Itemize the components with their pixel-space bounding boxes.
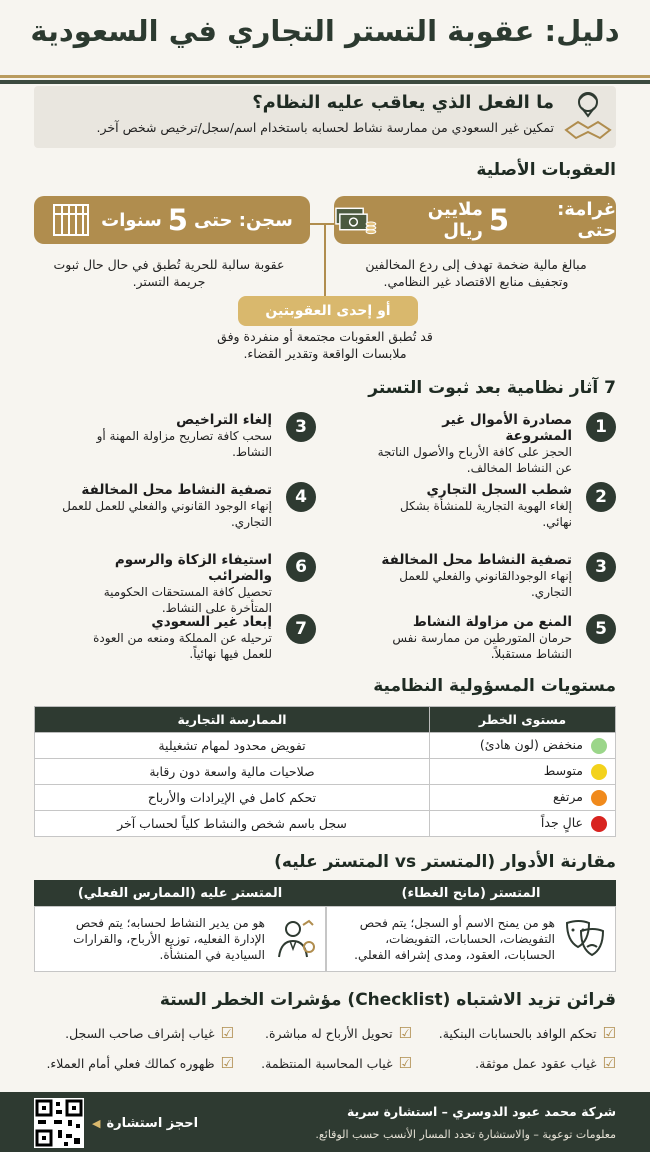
checklist-item — [475, 1054, 616, 1072]
risk-dot — [591, 738, 607, 754]
roles-heading: مقارنة الأدوار (المتستر vs المتستر عليه) — [274, 852, 616, 872]
prison-number: 5 — [167, 203, 188, 237]
effect-item — [34, 614, 316, 680]
effect-title: إلغاء التراخيص — [176, 412, 272, 428]
arrow-left-icon: ◀ — [92, 1117, 101, 1130]
effect-number: 7 — [286, 614, 316, 644]
table-row — [35, 733, 616, 759]
covered-text: هو من يدير النشاط لحسابه؛ يتم فحص الإدارة الفعليه، توزيع الأرباح، والقرارات السيادية في المنشأة. — [73, 916, 265, 962]
checklist-item — [261, 1054, 412, 1072]
effect-title: تصفية النشاط محل المخالفة — [81, 482, 272, 498]
col-practice: الممارسة التجارية — [35, 707, 430, 733]
question-title: ما الفعل الذي يعاقب عليه النظام؟ — [252, 92, 554, 113]
penalties-heading: العقوبات الأصلية — [476, 160, 616, 180]
effect-item — [34, 412, 316, 482]
effect-item — [334, 552, 616, 614]
levels-table — [34, 706, 616, 837]
effect-number: 3 — [586, 552, 616, 582]
effect-number: 1 — [586, 412, 616, 442]
effect-desc: إنهاء الوجودالقانوني والفعلي للعمل التجاري. — [399, 569, 572, 599]
risk-dot — [591, 790, 607, 806]
effect-number: 3 — [286, 412, 316, 442]
coverer-card — [326, 880, 616, 972]
check-icon: ☑ — [398, 1024, 412, 1042]
effect-desc: إلغاء الهوية التجارية للمنشأة بشكل نهائي. — [399, 499, 572, 529]
coverer-head: المتستر (مانح الغطاء) — [326, 880, 616, 906]
prison-desc: عقوبة سالبة للحرية تُطبق في حال حال ثبوت جريمة التستر. — [53, 257, 285, 289]
check-icon: ☑ — [602, 1024, 616, 1042]
risk-label: متوسط — [543, 763, 583, 779]
effect-title: تصفية النشاط محل المخالفة — [381, 552, 572, 568]
effect-desc: الحجز على كافة الأرباح والأصول الناتجة عن النشاط المخالف. — [377, 445, 572, 475]
checklist-label: غياب إشراف صاحب السجل. — [65, 1025, 215, 1041]
practice-cell: تحكم كامل في الإيرادات والأرباح — [35, 785, 430, 811]
fine-prefix: غرامة: حتى — [557, 199, 616, 241]
effect-desc: حرمان المتورطين من ممارسة نفس النشاط مستقبلاً. — [392, 631, 572, 661]
effect-title: استيفاء الزكاة والرسوم والضرائب — [114, 552, 272, 584]
fine-desc: مبالغ مالية ضخمة تهدف إلى ردع المخالفين وتجفيف منابع الاقتصاد غير النظامي. — [365, 257, 587, 289]
prison-prefix: سجن: حتى — [193, 209, 293, 231]
practice-cell: تفويض محدود لمهام تشغيلية — [35, 733, 430, 759]
covered-body — [34, 906, 326, 972]
checklist-label: تحويل الأرباح له مباشرة. — [265, 1025, 393, 1041]
checklist-item — [439, 1024, 616, 1042]
fine-number: 5 — [488, 203, 510, 237]
coverer-text: هو من يمنح الاسم أو السجل؛ يتم فحص التفويضات، الحسابات، التفويضات، الحسابات، العقود، ومدى إشرافه الفعلي. — [354, 916, 555, 962]
covered-head: المتستر عليه (الممارس الفعلي) — [34, 880, 326, 906]
effect-number: 4 — [286, 482, 316, 512]
check-icon: ☑ — [398, 1054, 412, 1072]
checklist-label: غياب عقود عمل موثقة. — [475, 1055, 597, 1071]
handshake-icon — [560, 86, 616, 142]
risk-label: مرتفع — [552, 789, 583, 805]
fine-suffix: ملايين ريال — [427, 199, 483, 241]
effect-title: المنع من مزاولة النشاط — [412, 614, 572, 630]
checklist-item — [265, 1024, 412, 1042]
either-pill: أو إحدى العقوبتين — [238, 296, 418, 326]
check-icon: ☑ — [220, 1054, 234, 1072]
table-row — [35, 759, 616, 785]
effect-desc: إنهاء الوجود القانوني والفعلي للعمل للعمل التجاري. — [62, 499, 272, 529]
effect-item — [34, 552, 316, 614]
footer-note: معلومات توعوية – والاستشارة تحدد المسار الأنسب حسب الوقائع. — [315, 1128, 616, 1141]
manager-icon — [273, 917, 317, 961]
checklist-heading: قرائن تزيد الاشتباه (Checklist) مؤشرات الخطر الستة — [159, 990, 616, 1010]
checklist-label: ظهوره كمالك فعلي أمام العملاء. — [46, 1055, 215, 1071]
fine-pill — [334, 196, 616, 244]
practice-cell: سجل باسم شخص والنشاط كلياً لحساب آخر — [35, 811, 430, 837]
page-title: دليل: عقوبة التستر التجاري في السعودية — [0, 0, 650, 78]
covered-card — [34, 880, 326, 972]
risk-label: منخفض (لون هادئ) — [479, 737, 583, 753]
col-risk: مستوى الخطر — [430, 707, 616, 733]
effect-desc: ترحيله عن المملكة ومنعه من العودة للعمل فيها نهائياً. — [93, 631, 272, 661]
check-icon: ☑ — [220, 1024, 234, 1042]
effects-left-column — [34, 412, 316, 680]
prison-bars-icon — [51, 202, 91, 238]
effect-desc: سحب كافة تصاريح مزاولة المهنة أو النشاط. — [96, 429, 272, 459]
risk-dot — [591, 764, 607, 780]
effect-title: مصادرة الأموال غير المشروعة — [442, 412, 572, 444]
effect-item — [334, 482, 616, 552]
checklist-label: تحكم الوافد بالحسابات البنكية. — [438, 1025, 597, 1041]
question-text: تمكين غير السعودي من ممارسة نشاط لحسابه باستخدام اسم/سجل/ترخيص شخص آخر. — [96, 120, 554, 135]
qr-code-icon[interactable] — [34, 1098, 84, 1148]
checklist-item — [65, 1024, 234, 1042]
effects-heading: 7 آثار نظامية بعد ثبوت التستر — [368, 378, 616, 398]
effect-item — [334, 614, 616, 680]
cta-label: احجز استشارة — [106, 1116, 199, 1131]
effect-number: 2 — [586, 482, 616, 512]
table-row — [35, 785, 616, 811]
book-consultation-link[interactable] — [92, 1116, 198, 1131]
effects-right-column — [334, 412, 616, 680]
checklist-label: غياب المحاسبة المنتظمة. — [261, 1055, 393, 1071]
practice-cell: صلاحيات مالية واسعة دون رقابة — [35, 759, 430, 785]
effect-title: إبعاد غير السعودي — [151, 614, 272, 630]
checklist-item — [46, 1054, 234, 1072]
footer-company: شركة محمد عبود الدوسري – استشارة سرية — [346, 1104, 616, 1119]
masks-icon — [563, 917, 607, 961]
risk-label: عالٍ جداً — [540, 815, 583, 831]
either-desc: قد تُطبق العقوبات مجتمعة أو منفردة وفق ملابسات الواقعة وتقدير القضاء. — [217, 329, 433, 361]
effect-number: 6 — [286, 552, 316, 582]
prison-suffix: سنوات — [101, 209, 162, 231]
prison-pill — [34, 196, 310, 244]
effect-title: شطب السجل التجاري — [426, 482, 572, 498]
effect-item — [34, 482, 316, 552]
effect-number: 5 — [586, 614, 616, 644]
risk-dot — [591, 816, 607, 832]
effect-desc: تحصيل كافة المستحقات الحكومية المتأخرة على النشاط. — [103, 585, 272, 615]
check-icon: ☑ — [602, 1054, 616, 1072]
table-row — [35, 811, 616, 837]
effect-item — [334, 412, 616, 482]
levels-heading: مستويات المسؤولية النظامية — [373, 676, 616, 696]
money-icon — [334, 202, 377, 238]
coverer-body — [326, 906, 616, 972]
